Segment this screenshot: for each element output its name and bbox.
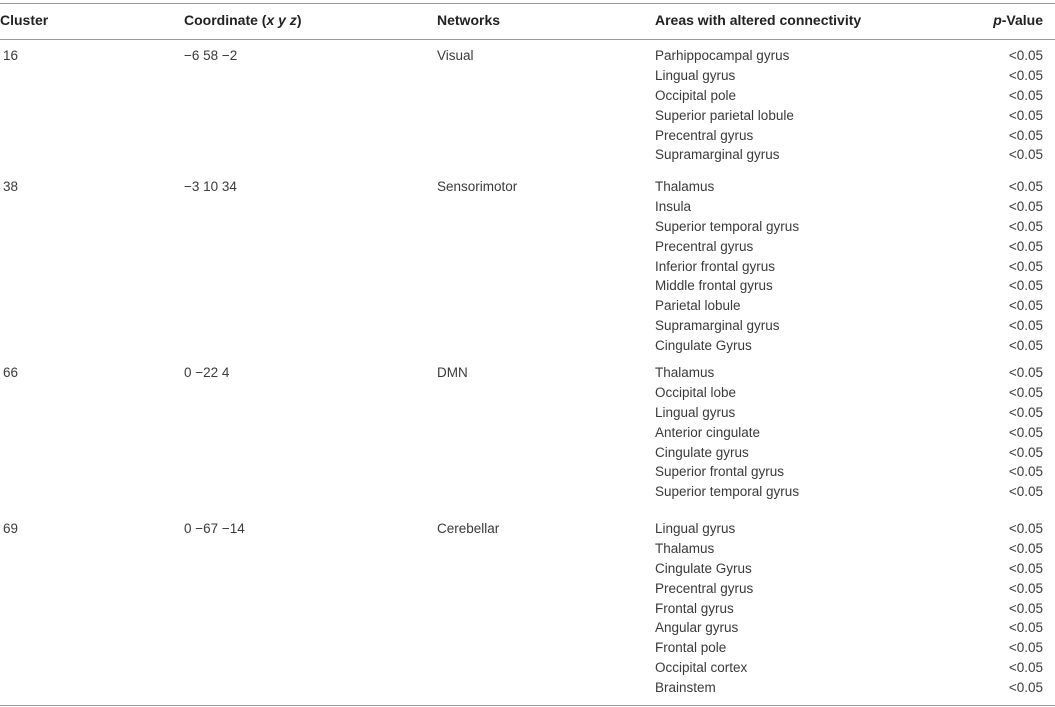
pvalue-item: <0.05 — [1008, 127, 1043, 143]
pvalue-item: <0.05 — [1008, 620, 1043, 636]
pvalue-item: <0.05 — [1008, 365, 1043, 380]
pvalue-list — [1009, 363, 1043, 502]
area-item: Thalamus — [655, 365, 715, 380]
pvalue-item: <0.05 — [1008, 540, 1043, 556]
pvalue-item: <0.05 — [1008, 48, 1043, 63]
pvalue-item: <0.05 — [1008, 464, 1043, 480]
pvalue-item: <0.05 — [1008, 660, 1043, 676]
pvalue-item: <0.05 — [1008, 384, 1043, 400]
area-list — [655, 46, 794, 165]
area-item: Cingulate Gyrus — [655, 560, 752, 576]
pvalue-item: <0.05 — [1008, 298, 1043, 314]
table-bottom-rule — [0, 705, 1055, 706]
area-item: Parietal lobule — [655, 298, 741, 314]
pvalue-list — [1009, 519, 1043, 698]
pvalue-item: <0.05 — [1008, 580, 1043, 596]
area-item: Cingulate Gyrus — [655, 338, 752, 354]
pvalue-list — [1009, 46, 1043, 165]
area-item: Precentral gyrus — [655, 238, 754, 254]
coordinate-value: 0 −67 −14 — [184, 521, 245, 536]
cluster-id: 16 — [3, 48, 19, 63]
header-pvalue — [993, 12, 1043, 28]
pvalue-item: <0.05 — [1008, 424, 1043, 440]
network-name: Visual — [437, 48, 474, 63]
pvalue-item: <0.05 — [1008, 640, 1043, 656]
area-item: Lingual gyrus — [655, 404, 736, 420]
area-item: Inferior frontal gyrus — [655, 258, 776, 274]
pvalue-item: <0.05 — [1008, 238, 1043, 254]
pvalue-item: <0.05 — [1008, 521, 1043, 536]
coordinate-value: −3 10 34 — [184, 179, 237, 194]
area-item: Supramarginal gyrus — [655, 318, 780, 334]
area-item: Thalamus — [655, 179, 715, 194]
header-networks: Networks — [437, 12, 501, 28]
header-coordinate-prefix: Coordinate ( — [184, 12, 267, 28]
area-item: Superior temporal gyrus — [655, 218, 800, 234]
pvalue-item: <0.05 — [1008, 87, 1043, 103]
area-item: Insula — [655, 198, 692, 214]
area-item: Parhippocampal gyrus — [655, 48, 790, 63]
cluster-id: 69 — [3, 521, 19, 536]
pvalue-item: <0.05 — [1008, 404, 1043, 420]
area-item: Brainstem — [655, 680, 716, 696]
network-name: Cerebellar — [437, 521, 500, 536]
pvalue-item: <0.05 — [1008, 318, 1043, 334]
header-coordinate-suffix: ) — [296, 12, 302, 28]
area-list — [655, 363, 799, 502]
header-cluster: Cluster — [0, 12, 49, 28]
area-item: Angular gyrus — [655, 620, 739, 636]
pvalue-item: <0.05 — [1008, 147, 1043, 163]
coordinate-value: −6 58 −2 — [184, 48, 238, 63]
pvalue-item: <0.05 — [1008, 218, 1043, 234]
pvalue-item: <0.05 — [1008, 484, 1043, 500]
header-coordinate — [184, 12, 301, 28]
area-item: Lingual gyrus — [655, 67, 736, 83]
area-item: Precentral gyrus — [655, 580, 754, 596]
area-item: Cingulate gyrus — [655, 444, 749, 460]
cluster-id: 66 — [3, 365, 19, 380]
area-item: Frontal gyrus — [655, 600, 734, 616]
header-bottom-rule — [0, 39, 1055, 40]
pvalue-item: <0.05 — [1008, 179, 1043, 194]
area-item: Thalamus — [655, 540, 715, 556]
network-name: Sensorimotor — [437, 179, 518, 194]
pvalue-list — [1009, 177, 1043, 356]
area-item: Middle frontal gyrus — [655, 278, 773, 294]
area-item: Occipital pole — [655, 87, 737, 103]
pvalue-item: <0.05 — [1008, 600, 1043, 616]
area-item: Superior frontal gyrus — [655, 464, 785, 480]
cluster-id: 38 — [3, 179, 19, 194]
pvalue-item: <0.05 — [1008, 338, 1043, 354]
pvalue-item: <0.05 — [1008, 258, 1043, 274]
pvalue-item: <0.05 — [1008, 198, 1043, 214]
header-coordinate-axes: x y z — [266, 12, 297, 28]
area-item: Lingual gyrus — [655, 521, 736, 536]
area-item: Occipital cortex — [655, 660, 748, 676]
area-item: Supramarginal gyrus — [655, 147, 780, 163]
pvalue-item: <0.05 — [1008, 278, 1043, 294]
area-item: Superior temporal gyrus — [655, 484, 800, 500]
pvalue-item: <0.05 — [1008, 680, 1043, 696]
table-top-rule — [0, 3, 1055, 4]
area-list — [655, 177, 799, 356]
area-item: Precentral gyrus — [655, 127, 754, 143]
network-name: DMN — [437, 365, 468, 380]
header-pvalue-p: p — [993, 12, 1002, 28]
pvalue-item: <0.05 — [1008, 107, 1043, 123]
area-item: Frontal pole — [655, 640, 727, 656]
header-pvalue-suffix: -Value — [1001, 12, 1043, 28]
area-item: Occipital lobe — [655, 384, 737, 400]
area-item: Superior parietal lobule — [655, 107, 794, 123]
pvalue-item: <0.05 — [1008, 67, 1043, 83]
area-item: Anterior cingulate — [655, 424, 761, 440]
coordinate-value: 0 −22 4 — [184, 365, 230, 380]
area-list — [655, 519, 753, 698]
pvalue-item: <0.05 — [1008, 560, 1043, 576]
pvalue-item: <0.05 — [1008, 444, 1043, 460]
header-areas: Areas with altered connectivity — [655, 12, 862, 28]
